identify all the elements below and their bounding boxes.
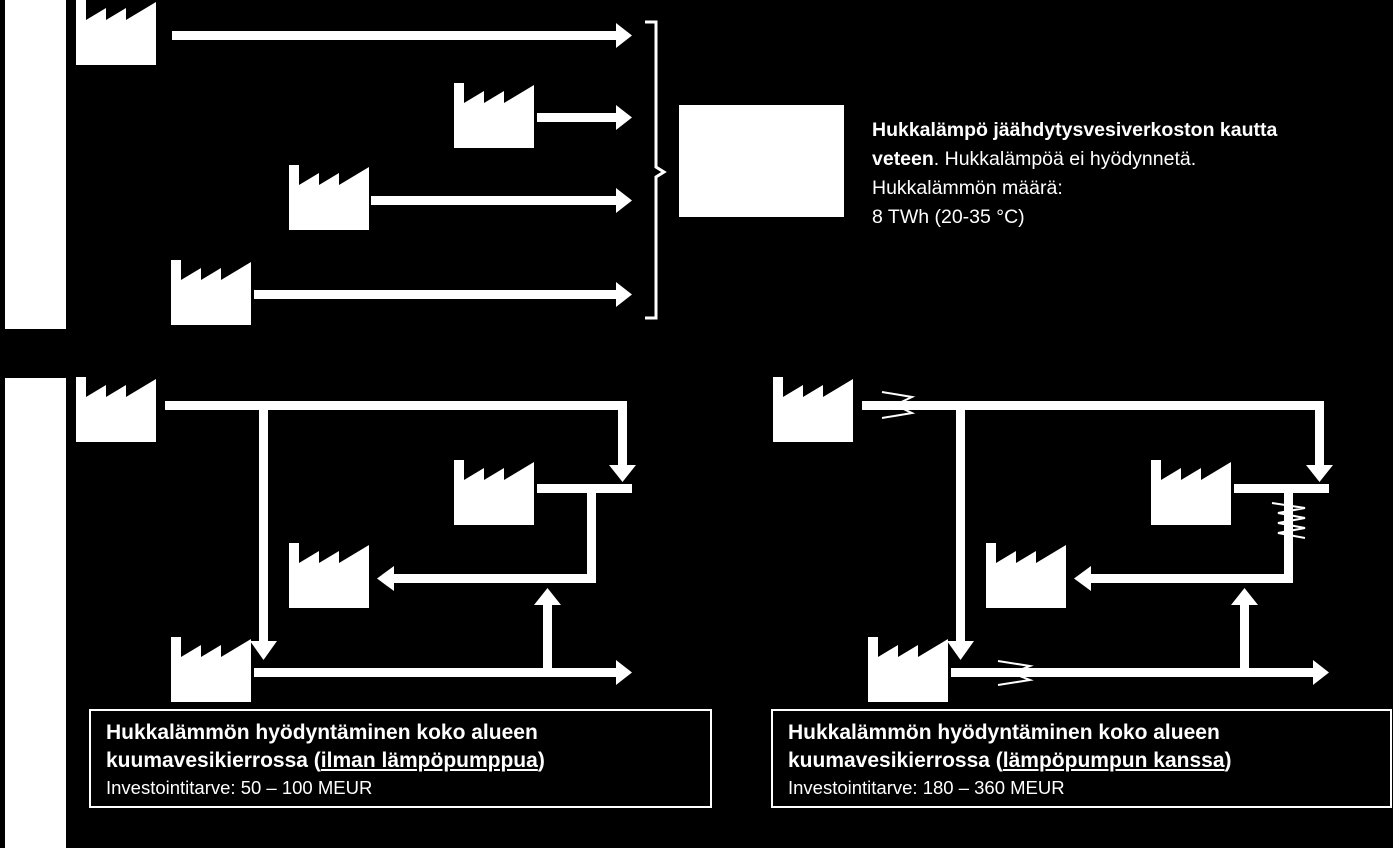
investment-text: Investointitarve: 50 – 100 MEUR — [106, 777, 373, 798]
bottom-right-network — [862, 401, 1333, 685]
side-bar-bottom — [5, 378, 66, 848]
caption-title-line1: Hukkalämmön hyödyntäminen koko alueen — [788, 721, 1220, 744]
caption-box-right — [771, 709, 1392, 808]
top-arrows — [172, 23, 632, 307]
caption-title-prefix: kuumavesikierrossa ( — [106, 749, 321, 772]
description-unit: °C — [996, 206, 1019, 228]
factory-icon — [986, 543, 1066, 608]
top-description — [872, 116, 1292, 232]
factory-icon — [76, 0, 156, 65]
factory-icon — [868, 637, 948, 702]
description-text: . Hukkalämpöä ei hyödynnetä. Hukkalämmön määrä: — [872, 148, 1197, 199]
curly-brace — [645, 22, 664, 318]
caption-title-suffix: ) — [1224, 749, 1232, 772]
description-amount: 8 TWh (20-35 — [872, 206, 997, 228]
factory-icon — [773, 377, 853, 442]
caption-title-line1: Hukkalämmön hyödyntäminen koko alueen — [106, 721, 538, 744]
factory-icon — [454, 83, 534, 148]
factory-icon — [171, 637, 251, 702]
factory-icon — [289, 165, 369, 230]
factory-icon — [289, 543, 369, 608]
caption-title-suffix: ) — [537, 749, 545, 772]
water-box — [679, 105, 844, 217]
caption-box-left — [89, 709, 712, 808]
description-close: ) — [1018, 206, 1025, 228]
caption-title-prefix: kuumavesikierrossa ( — [788, 749, 1003, 772]
bottom-left-network — [165, 401, 636, 685]
factory-icon — [171, 260, 251, 325]
caption-title-underlined: ilman lämpöpumppua — [320, 749, 538, 772]
investment-text: Investointitarve: 180 – 360 MEUR — [788, 777, 1065, 798]
factory-icon — [76, 377, 156, 442]
factory-icon — [454, 460, 534, 525]
caption-title-underlined: lämpöpumpun kanssa — [1002, 749, 1225, 772]
description-bold: Hukkalämpö jäähdytysvesiverkoston kautta veteen — [872, 119, 1278, 170]
side-bar-top — [5, 0, 66, 329]
factory-icon — [1151, 460, 1231, 525]
